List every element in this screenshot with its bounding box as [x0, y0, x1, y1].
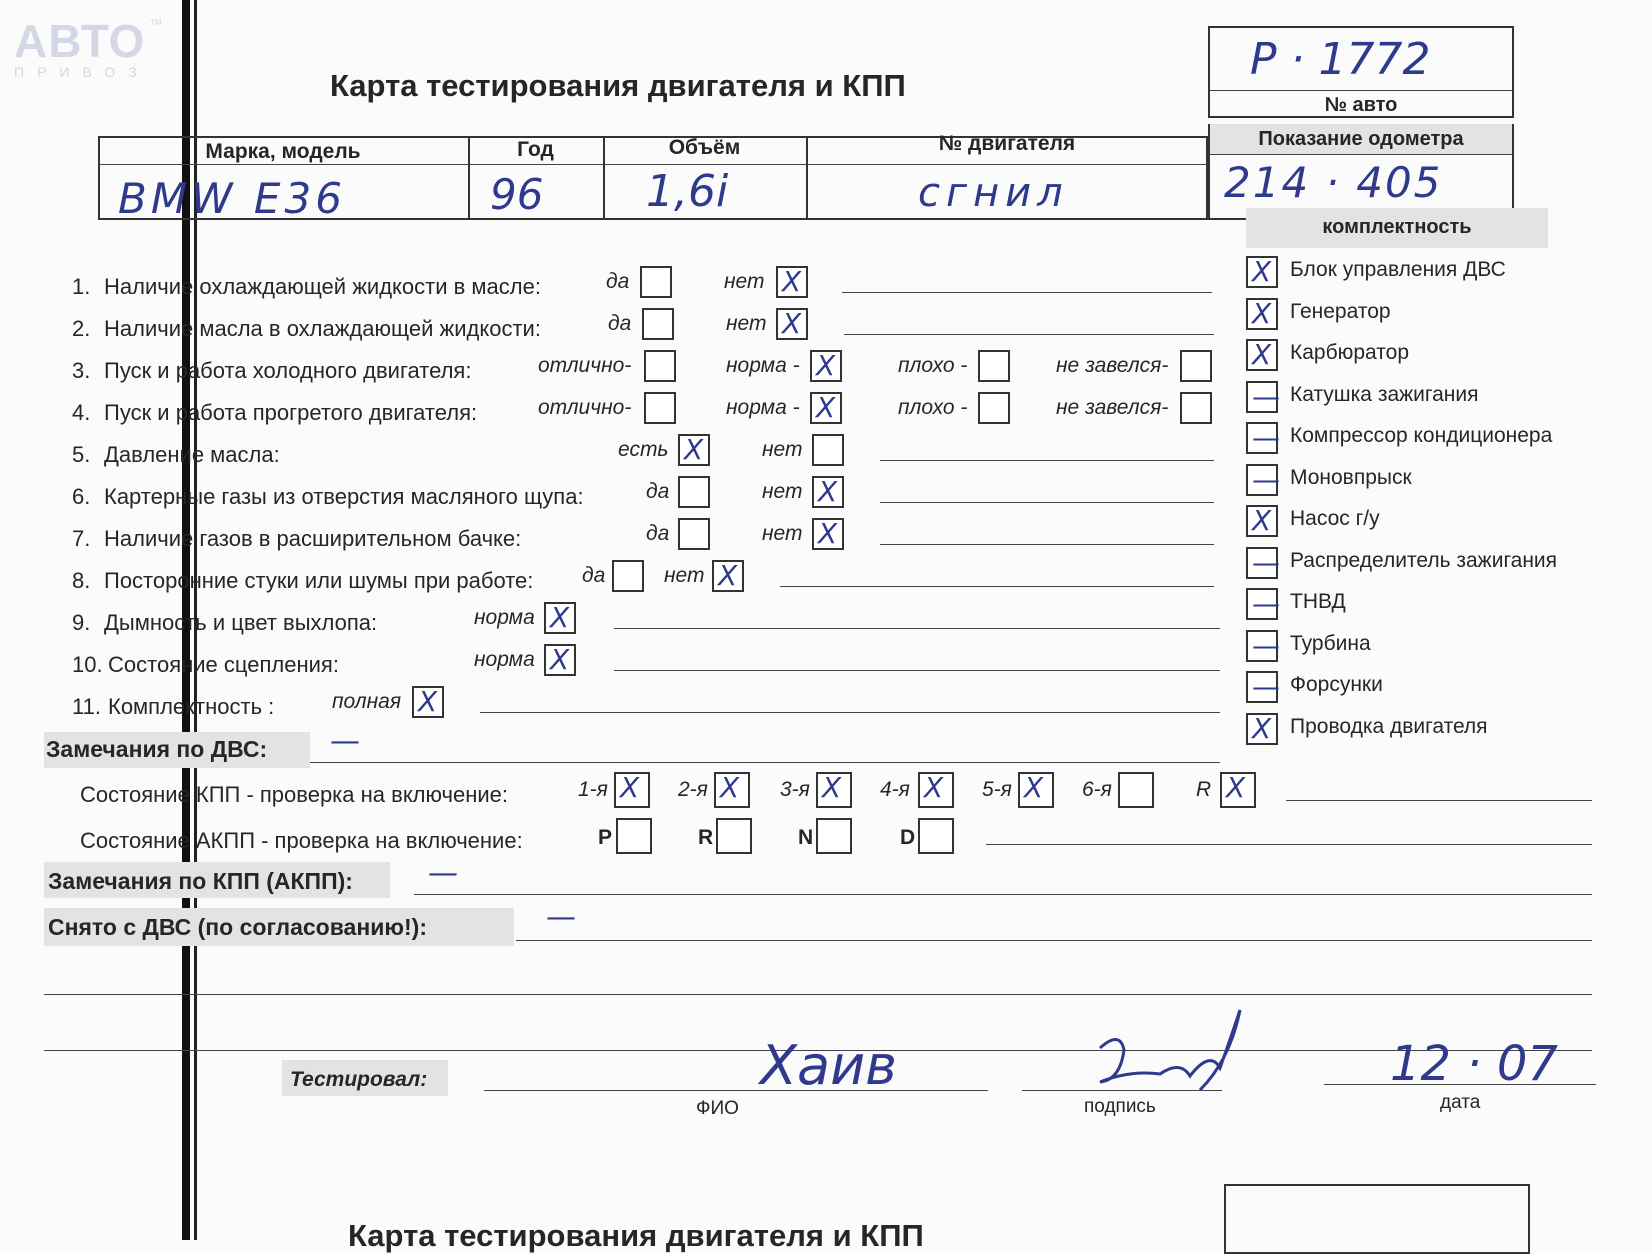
completeness-item[interactable] — [1246, 256, 1576, 290]
check-label: Пуск и работа холодного двигателя: — [104, 358, 472, 383]
completeness-title: комплектность — [1322, 216, 1472, 238]
checkbox[interactable] — [712, 560, 744, 592]
checkbox[interactable] — [810, 392, 842, 424]
checkbox[interactable] — [644, 350, 676, 382]
check-mark: X — [782, 265, 802, 298]
check-number: 10. — [72, 652, 103, 677]
answer-line — [614, 628, 1220, 629]
car-number-box — [1208, 26, 1514, 118]
date-caption: дата — [1440, 1092, 1481, 1113]
checkbox[interactable] — [1180, 392, 1212, 424]
completeness-checkbox[interactable] — [1246, 339, 1278, 371]
gearbox-label: Состояние КПП - проверка на включение: — [80, 782, 509, 807]
completeness-item[interactable] — [1246, 339, 1576, 373]
completeness-mark: — — [1252, 462, 1280, 496]
gear-checkbox[interactable] — [1118, 772, 1154, 808]
completeness-item[interactable] — [1246, 505, 1576, 539]
completeness-label: Форсунки — [1290, 673, 1383, 696]
completeness-label: Компрессор кондиционера — [1290, 424, 1553, 447]
gear-label: 5-я — [982, 778, 1012, 801]
gear-checkbox[interactable] — [1220, 772, 1256, 808]
tested-date[interactable]: 12 · 07 — [1390, 1036, 1558, 1092]
check-number: 7. — [72, 526, 91, 551]
completeness-mark: — — [1252, 670, 1280, 703]
option-label: нет — [664, 564, 705, 587]
gear-label: 6-я — [1082, 778, 1112, 801]
auto-gear-checkbox[interactable] — [816, 818, 852, 854]
check-number: 11. — [72, 694, 101, 719]
completeness-checkbox[interactable] — [1246, 505, 1278, 537]
check-mark: X — [620, 771, 640, 804]
option-label: да — [608, 312, 632, 335]
next-form-box — [1224, 1184, 1530, 1254]
engine-label: № двигателя — [938, 132, 1076, 155]
completeness-checkbox[interactable] — [1246, 422, 1278, 454]
completeness-mark: X — [1252, 338, 1272, 371]
logo — [14, 14, 162, 80]
remarks-gearbox-value[interactable]: — — [428, 856, 458, 891]
completeness-mark: — — [1252, 628, 1280, 662]
checkbox[interactable] — [812, 476, 844, 508]
gear-label: 3-я — [780, 778, 810, 801]
answer-line — [880, 460, 1214, 461]
gear-checkbox[interactable] — [714, 772, 750, 808]
completeness-checkbox[interactable] — [1246, 464, 1278, 496]
signature-caption: подпись — [1084, 1096, 1156, 1117]
option-label: да — [646, 522, 670, 545]
checkbox[interactable] — [544, 602, 576, 634]
checkbox[interactable] — [978, 350, 1010, 382]
option-label: есть — [618, 438, 669, 461]
auto-gear-label: R — [698, 826, 714, 849]
completeness-label: Генератор — [1290, 299, 1391, 323]
page-title: Карта тестирования двигателя и КПП — [330, 68, 906, 103]
check-label: Комплектность : — [108, 694, 275, 719]
check-mark: X — [816, 349, 836, 382]
check-number: 1. — [72, 274, 91, 299]
completeness-mark: X — [1252, 711, 1272, 745]
check-number: 5. — [72, 442, 91, 467]
option-label: норма - — [726, 396, 800, 419]
checkbox[interactable] — [612, 560, 644, 592]
checkbox[interactable] — [812, 434, 844, 466]
option-label: норма — [474, 648, 535, 671]
check-label: Наличие газов в расширительном бачке: — [104, 526, 522, 551]
option-label: плохо - — [898, 396, 968, 419]
check-number: 9. — [72, 610, 91, 635]
model-label: Марка, модель — [205, 140, 361, 163]
blank-line-1 — [44, 994, 1592, 995]
completeness-mark: — — [1252, 379, 1280, 413]
logo-text: АВТО — [14, 15, 146, 67]
completeness-item[interactable] — [1246, 713, 1576, 747]
completeness-item[interactable] — [1246, 671, 1576, 705]
answer-line — [844, 334, 1214, 335]
completeness-label: Распределитель зажигания — [1290, 548, 1558, 572]
volume-value: 1,6i — [646, 166, 729, 217]
check-mark: X — [782, 307, 802, 340]
option-label: не завелся- — [1056, 354, 1169, 377]
removed-label: Снято с ДВС (по согласованию!): — [48, 914, 427, 940]
next-form-title: Карта тестирования двигателя и КПП — [348, 1218, 924, 1253]
option-label: нет — [726, 312, 767, 335]
checkbox[interactable] — [776, 308, 808, 340]
check-label: Давление масла: — [104, 442, 280, 467]
checkbox[interactable] — [642, 308, 674, 340]
logo-sub: ПРИВОЗ — [14, 64, 150, 80]
completeness-checkbox[interactable] — [1246, 298, 1278, 330]
completeness-checkbox[interactable] — [1246, 547, 1278, 579]
checkbox[interactable] — [678, 434, 710, 466]
auto-gearbox-label: Состояние АКПП - проверка на включение: — [80, 828, 523, 853]
volume-label: Объём — [668, 136, 741, 159]
check-mark: X — [1226, 771, 1246, 804]
check-mark: X — [720, 771, 740, 804]
option-label: нет — [762, 438, 803, 461]
completeness-mark: — — [1252, 421, 1280, 454]
gear-label: 1-я — [578, 778, 608, 801]
completeness-label: Проводка двигателя — [1290, 714, 1488, 738]
tested-label: Тестировал: — [290, 1068, 428, 1091]
checkbox[interactable] — [678, 476, 710, 508]
check-mark: X — [816, 391, 836, 424]
completeness-item[interactable] — [1246, 630, 1576, 664]
option-label: нет — [724, 270, 765, 293]
completeness-checkbox[interactable] — [1246, 256, 1278, 288]
auto-gear-label: P — [598, 826, 613, 849]
completeness-checkbox[interactable] — [1246, 713, 1278, 745]
option-label: да — [646, 480, 670, 503]
checkbox[interactable] — [640, 266, 672, 298]
odometer-label: Показание одометра — [1258, 128, 1464, 150]
check-mark: X — [684, 433, 704, 466]
answer-line — [480, 712, 1220, 713]
year-value: 96 — [490, 170, 544, 219]
checkbox[interactable] — [776, 266, 808, 298]
remarks-engine-line — [310, 762, 1220, 763]
checkbox[interactable] — [810, 350, 842, 382]
completeness-mark: X — [1252, 296, 1272, 330]
option-label: плохо - — [898, 354, 968, 377]
check-number: 2. — [72, 316, 91, 341]
check-mark: X — [822, 771, 842, 804]
answer-line — [880, 544, 1214, 545]
check-label: Посторонние стуки или шумы при работе: — [104, 568, 534, 593]
completeness-checkbox[interactable] — [1246, 630, 1278, 662]
checkbox[interactable] — [978, 392, 1010, 424]
completeness-item[interactable] — [1246, 588, 1576, 622]
option-label: отлично- — [538, 396, 632, 419]
check-label: Картерные газы из отверстия масляного щупа: — [104, 484, 584, 509]
check-label: Наличие масла в охлаждающей жидкости: — [104, 316, 541, 341]
option-label: нет — [762, 522, 803, 545]
check-number: 3. — [72, 358, 91, 383]
check-mark: X — [924, 771, 944, 804]
gear-label: 2-я — [678, 778, 708, 801]
gear-checkbox[interactable] — [816, 772, 852, 808]
option-label: не завелся- — [1056, 396, 1169, 419]
completeness-label: Турбина — [1290, 631, 1371, 655]
car-number-value: P · 1772 — [1250, 34, 1431, 85]
check-label: Наличие охлаждающей жидкости в масле: — [104, 274, 541, 299]
logo-tm: TM — [150, 18, 162, 27]
remarks-engine-label: Замечания по ДВС: — [46, 736, 268, 762]
checkbox[interactable] — [678, 518, 710, 550]
check-label: Дымность и цвет выхлопа: — [104, 610, 378, 635]
completeness-label: ТНВД — [1290, 590, 1346, 613]
remarks-gearbox-label: Замечания по КПП (АКПП): — [48, 868, 353, 894]
option-label: норма - — [726, 354, 800, 377]
tested-name-caption: ФИО — [696, 1098, 739, 1119]
gear-label: R — [1196, 778, 1212, 801]
signature — [1080, 1000, 1260, 1100]
check-mark: X — [418, 685, 438, 718]
completeness-label: Катушка зажигания — [1290, 382, 1479, 406]
gear-checkbox[interactable] — [1018, 772, 1054, 808]
gear-checkbox[interactable] — [918, 772, 954, 808]
check-mark: X — [550, 643, 570, 676]
completeness-item[interactable] — [1246, 298, 1576, 332]
answer-line — [842, 292, 1212, 293]
removed-value[interactable]: — — [546, 900, 576, 935]
answer-line — [880, 502, 1214, 503]
checkbox[interactable] — [544, 644, 576, 676]
gear-label: 4-я — [880, 778, 910, 801]
auto-gear-checkbox[interactable] — [716, 818, 752, 854]
completeness-item[interactable] — [1246, 381, 1576, 415]
completeness-mark: — — [1252, 587, 1280, 620]
check-mark: X — [818, 475, 838, 508]
option-label: нет — [762, 480, 803, 503]
check-mark: X — [818, 517, 838, 550]
check-label: Пуск и работа прогретого двигателя: — [104, 400, 478, 425]
completeness-label: Карбюратор — [1290, 341, 1410, 364]
odometer-value: 214 · 405 — [1224, 158, 1443, 207]
completeness-label: Насос г/у — [1290, 507, 1380, 530]
check-label: Состояние сцепления: — [108, 652, 339, 677]
gear-checkbox[interactable] — [614, 772, 650, 808]
completeness-checkbox[interactable] — [1246, 588, 1278, 620]
auto-gear-label: N — [798, 826, 814, 849]
completeness-checkbox[interactable] — [1246, 381, 1278, 413]
auto-gear-checkbox[interactable] — [616, 818, 652, 854]
check-mark: X — [1024, 771, 1044, 804]
check-number: 8. — [72, 568, 91, 593]
completeness-label: Моновпрыск — [1290, 465, 1412, 489]
completeness-checkbox[interactable] — [1246, 671, 1278, 703]
model-value: BMW E36 — [118, 174, 346, 223]
check-mark: X — [718, 559, 738, 592]
checkbox[interactable] — [412, 686, 444, 718]
year-label: Год — [517, 138, 554, 161]
check-number: 4. — [72, 400, 91, 425]
auto-gear-checkbox[interactable] — [918, 818, 954, 854]
checkbox[interactable] — [812, 518, 844, 550]
answer-line — [614, 670, 1220, 671]
completeness-item[interactable] — [1246, 547, 1576, 581]
completeness-item[interactable] — [1246, 422, 1576, 456]
remarks-engine-value[interactable]: — — [330, 724, 360, 759]
answer-line — [780, 586, 1214, 587]
option-label: отлично- — [538, 354, 632, 377]
completeness-mark: X — [1252, 504, 1272, 537]
completeness-label: Блок управления ДВС — [1290, 258, 1506, 281]
option-label: норма — [474, 606, 535, 629]
option-label: полная — [332, 690, 402, 713]
option-label: да — [582, 564, 606, 587]
checkbox[interactable] — [1180, 350, 1212, 382]
check-number: 6. — [72, 484, 91, 509]
tested-name[interactable]: Хаив — [760, 1034, 898, 1097]
completeness-item[interactable] — [1246, 464, 1576, 498]
check-mark: X — [550, 601, 570, 634]
completeness-mark: X — [1252, 255, 1272, 288]
auto-gear-label: D — [900, 826, 916, 849]
completeness-mark: — — [1252, 545, 1280, 579]
checkbox[interactable] — [644, 392, 676, 424]
engine-value: сгнил — [918, 170, 1069, 216]
option-label: да — [606, 270, 630, 293]
car-number-label: № авто — [1324, 94, 1398, 116]
